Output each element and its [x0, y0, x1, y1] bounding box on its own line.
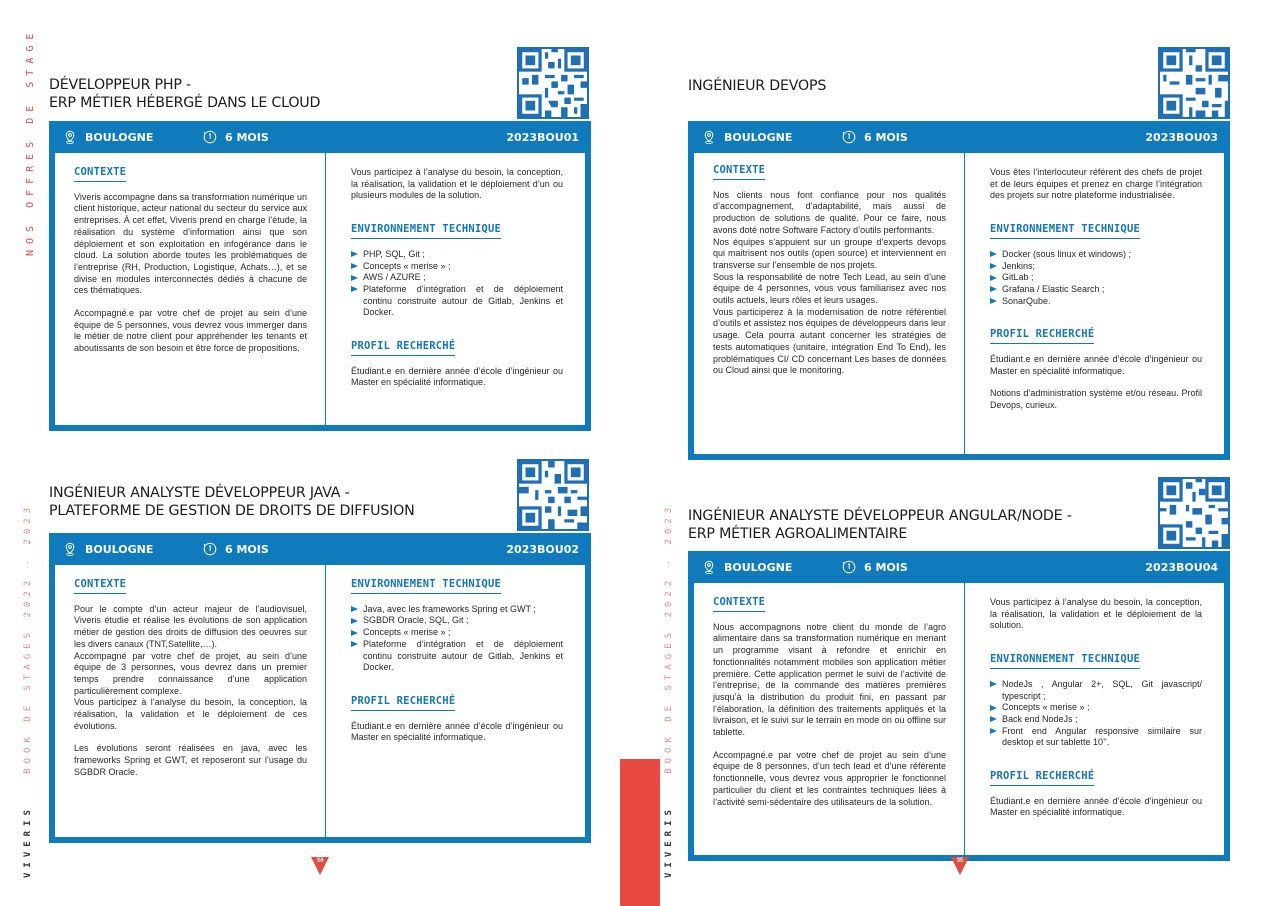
contexte-paragraph: Accompagné.e par votre chef de projet au sein d’une équipe de 8 personnes, d’un tech lead et d’une référente fonctionnelle, vous devrez vous approprier le fonctionnel particulier du client et les contraintes techniques liées à l’activité semi-sédentaire des utilisateurs de la solution. [713, 749, 946, 807]
tech-item: Concepts « merise » ; [990, 702, 1202, 714]
section-title-environnement: ENVIRONNEMENT TECHNIQUE [351, 224, 501, 239]
tech-item: SGBDR Oracle, SQL, Git ; [351, 615, 563, 627]
offer-reference: 2023BOU04 [1145, 560, 1218, 574]
contexte-column [55, 153, 326, 425]
offer-meta-bar [688, 551, 1230, 583]
map-pin-icon [702, 130, 716, 144]
profil-paragraph: Étudiant.e en dernière année d’école d’ingénieur ou Master en spécialité informatique. [351, 365, 563, 388]
side-label: NOS OFFRES DE STAGE [25, 27, 36, 256]
section-title-contexte: CONTEXTE [74, 579, 126, 594]
red-tab [620, 759, 660, 906]
qr-code-icon [519, 461, 587, 529]
clock-icon [203, 130, 217, 144]
contexte-paragraph: Vous participerez à la modernisation de notre référentiel d’outils et assistez nos équipes de développeurs dans leur usage. Cela pourra autant concerner les stratégies de tests automatiques (unitaire, intégration End To End), les problématiques CI/ CD concernant Les bases de données ou Cloud ainsi que le monitoring. [713, 306, 946, 376]
location [702, 560, 842, 574]
contexte-paragraph: Les évolutions seront réalisées en java, avec les frameworks Spring et GWT, et reposeront sur l’usage du SGBDR Oracle. [74, 743, 307, 777]
footer-brand: VIVERIS [23, 805, 33, 878]
tech-item: Jenkins; [990, 261, 1202, 273]
tech-item: Front end Angular responsive similaire sur desktop et sur tablette 10’’. [990, 726, 1202, 749]
contexte-paragraph: Accompagné par votre chef de projet, au sein d’une équipe de 3 personnes, vous devrez dans un premier temps prendre connaissance d’une application particulièrement complexe. [74, 650, 307, 696]
offer-title-line1: INGÉNIEUR DEVOPS [688, 78, 827, 94]
page-number-marker [951, 857, 969, 875]
offer-title-line1: INGÉNIEUR ANALYSTE DÉVELOPPEUR ANGULAR/NODE - [688, 508, 1072, 524]
offer-title-line2: PLATEFORME DE GESTION DE DROITS DE DIFFUSION [49, 503, 415, 519]
qr-code[interactable] [1158, 477, 1230, 549]
offer-card [688, 121, 1230, 460]
qr-code-icon [1160, 49, 1228, 117]
section-title-profil: PROFIL RECHERCHÉ [351, 696, 455, 711]
profil-paragraph: Étudiant.e en dernière année d’école d’ingénieur ou Master en spécialité informatique. [351, 720, 563, 743]
footer-brand: VIVERIS [664, 805, 674, 878]
tech-item: Concepts « merise » ; [351, 261, 563, 273]
duration [842, 130, 908, 144]
contexte-paragraph: Accompagné.e par votre chef de projet au sein d’une équipe de 5 personnes, vous devrez vous immerger dans le métier de notre client pour appréhender les tenants et aboutissants de son besoin et être force de propositions. [74, 308, 307, 354]
offer-meta-bar [688, 121, 1230, 153]
contexte-paragraph: Pour le compte d’un acteur majeur de l’audiovisuel, Viveris étudie et réalise les évolutions de son application métier de gestion des droits de diffusion des oeuvres sur les divers canaux (TNT,Satellite,…). [74, 603, 307, 649]
location [63, 130, 203, 144]
page-number: 35 [956, 858, 964, 864]
duration-label: 6 MOIS [864, 560, 908, 574]
contexte-column [55, 565, 326, 837]
offer-reference: 2023BOU01 [506, 130, 579, 144]
qr-code[interactable] [517, 459, 589, 531]
clock-icon [842, 560, 856, 574]
contexte-column [694, 583, 965, 855]
section-title-environnement: ENVIRONNEMENT TECHNIQUE [990, 224, 1140, 239]
clock-icon [842, 130, 856, 144]
tech-list [351, 604, 563, 674]
map-pin-icon [63, 130, 77, 144]
page-number: 34 [316, 858, 324, 864]
details-column [965, 583, 1224, 855]
details-column [326, 153, 585, 425]
qr-code-icon [1160, 479, 1228, 547]
right-page [640, 0, 1280, 906]
footer-book: BOOK DE STAGES 2022 - 2023 [664, 502, 674, 774]
profil-paragraph: Notions d’administration système et/ou réseau. Profil Devops, curieux. [990, 388, 1202, 411]
offer-title [688, 77, 1148, 95]
section-title-profil: PROFIL RECHERCHÉ [990, 329, 1094, 344]
tech-item: Plateforme d’intégration et de déploiement continu construite autour de Gitlab, Jenkins et Docker. [351, 639, 563, 674]
duration [842, 560, 908, 574]
tech-item: AWS / AZURE ; [351, 272, 563, 284]
page-number-marker [311, 857, 329, 875]
offer-title [49, 76, 509, 112]
location-label: BOULOGNE [85, 542, 154, 556]
contexte-paragraph: Viveris accompagne dans sa transformation numérique un client historique, acteur national du secteur du service aux entreprises. À cet effet, Viveris prend en charge l’étude, la réalisation du système d’information ainsi que son déploiement et son exploitation en infogérance dans le cloud. La solution aborde toutes les problématiques de l’entreprise (RH, Production, Logistique, Achats…), et se divise en modules interconnectés dédiés à chacune de ces thématiques. [74, 191, 307, 296]
tech-item: Concepts « merise » ; [351, 627, 563, 639]
tech-item: Plateforme d’intégration et de déploiement continu construite autour de Gitlab, Jenkins et Docker. [351, 284, 563, 319]
footer-book: BOOK DE STAGES 2022 - 2023 [23, 502, 33, 774]
tech-list [351, 249, 563, 319]
offer-card [49, 121, 591, 431]
location [63, 542, 203, 556]
offer-title-line2: ERP MÉTIER AGROALIMENTAIRE [688, 526, 908, 542]
section-title-contexte: CONTEXTE [713, 597, 765, 612]
tech-item: Java, avec les frameworks Spring et GWT ; [351, 604, 563, 616]
duration-label: 6 MOIS [225, 542, 269, 556]
offer-card [688, 551, 1230, 861]
location-label: BOULOGNE [724, 130, 793, 144]
tech-item: GitLab ; [990, 272, 1202, 284]
offer-reference: 2023BOU03 [1145, 130, 1218, 144]
tech-item: SonarQube. [990, 296, 1202, 308]
mission-paragraph: Vous participez à l’analyse du besoin, la conception, la réalisation, la validation et le déploiement d’un ou plusieurs modules de la solution. [351, 167, 563, 201]
details-column [965, 153, 1224, 454]
tech-item: Docker (sous linux et windows) ; [990, 249, 1202, 261]
section-title-profil: PROFIL RECHERCHÉ [990, 771, 1094, 786]
contexte-paragraph: Sous la responsabilité de notre Tech Lead, au sein d’une équipe de 4 personnes, vous vous familiarisez avec nos outils actuels, leurs rôles et leurs usages. [713, 271, 946, 306]
offer-meta-bar [49, 121, 591, 153]
qr-code[interactable] [517, 47, 589, 119]
tech-item: NodeJs , Angular 2+, SQL, Git javascript/ typescript ; [990, 679, 1202, 702]
section-title-environnement: ENVIRONNEMENT TECHNIQUE [990, 654, 1140, 669]
location-label: BOULOGNE [724, 560, 793, 574]
location [702, 130, 842, 144]
contexte-paragraph: Nos équipes s’appuient sur un groupe d’experts devops qui maitrisent nos outils (open source) et interviennent en transverse sur l’ensemble de nos projets. [713, 236, 946, 270]
tech-item: PHP, SQL, Git ; [351, 249, 563, 261]
duration-label: 6 MOIS [225, 130, 269, 144]
section-title-contexte: CONTEXTE [74, 167, 126, 182]
profil-paragraph: Étudiant.e en dernière année d’école d’ingénieur ou Master en spécialité informatique. [990, 795, 1202, 818]
footer-label [664, 502, 674, 878]
map-pin-icon [63, 542, 77, 556]
duration [203, 542, 269, 556]
tech-list [990, 679, 1202, 749]
offer-title [688, 507, 1158, 543]
offer-title-line1: DÉVELOPPEUR PHP - [49, 77, 191, 93]
offer-title [49, 484, 519, 520]
offer-card [49, 533, 591, 843]
contexte-column [694, 153, 965, 454]
mission-paragraph: Vous êtes l’interlocuteur référent des chefs de projet et de leurs équipes et prenez en charge l’intégration des projets sur notre plateforme industrialisée. [990, 167, 1202, 201]
contexte-paragraph: Nos clients nous font confiance pour nos qualités d’accompagnement, d’adaptabilité, mais aussi de production de solutions de qualité. Pour ce faire, nous avons doté notre Software Factory d’outils performants. [713, 189, 946, 235]
clock-icon [203, 542, 217, 556]
mission-paragraph: Vous participez à l’analyse du besoin, la conception, la réalisation, la validation et le déploiement de la solution. [990, 597, 1202, 631]
section-title-contexte: CONTEXTE [713, 165, 765, 180]
map-pin-icon [702, 560, 716, 574]
tech-item: Grafana / Elastic Search ; [990, 284, 1202, 296]
profil-paragraph: Étudiant.e en dernière année d’école d’ingénieur ou Master en spécialité informatique. [990, 354, 1202, 376]
section-title-profil: PROFIL RECHERCHÉ [351, 341, 455, 356]
qr-code-icon [519, 49, 587, 117]
contexte-paragraph: Nous accompagnons notre client du monde de l’agro alimentaire dans sa transformation numérique en menant un programme visant à refondre et enrichir en fonctionnalités notamment mobiles son application métier première. Cette application permet le suivi de l’activité de l’entreprise, de la commande des matières premières jusqu’à la distribution du produit fini, en passant par l’élaboration, la définition des traitements appliqués et la livraison, et le suivi sur le terrain en mode on ou offline sur tablette. [713, 621, 946, 738]
section-title-environnement: ENVIRONNEMENT TECHNIQUE [351, 579, 501, 594]
footer-label [23, 502, 33, 878]
tech-list [990, 249, 1202, 308]
duration [203, 130, 269, 144]
offer-reference: 2023BOU02 [506, 542, 579, 556]
location-label: BOULOGNE [85, 130, 154, 144]
duration-label: 6 MOIS [864, 130, 908, 144]
offer-meta-bar [49, 533, 591, 565]
details-column [326, 565, 585, 837]
qr-code[interactable] [1158, 47, 1230, 119]
offer-title-line2: ERP MÉTIER HÉBERGÉ DANS LE CLOUD [49, 95, 321, 111]
tech-item: Back end NodeJs ; [990, 714, 1202, 726]
contexte-paragraph: Vous participez à l’analyse du besoin, la conception, la réalisation, la validation et le déploiement de ces évolutions. [74, 697, 307, 731]
offer-title-line1: INGÉNIEUR ANALYSTE DÉVELOPPEUR JAVA - [49, 485, 350, 501]
